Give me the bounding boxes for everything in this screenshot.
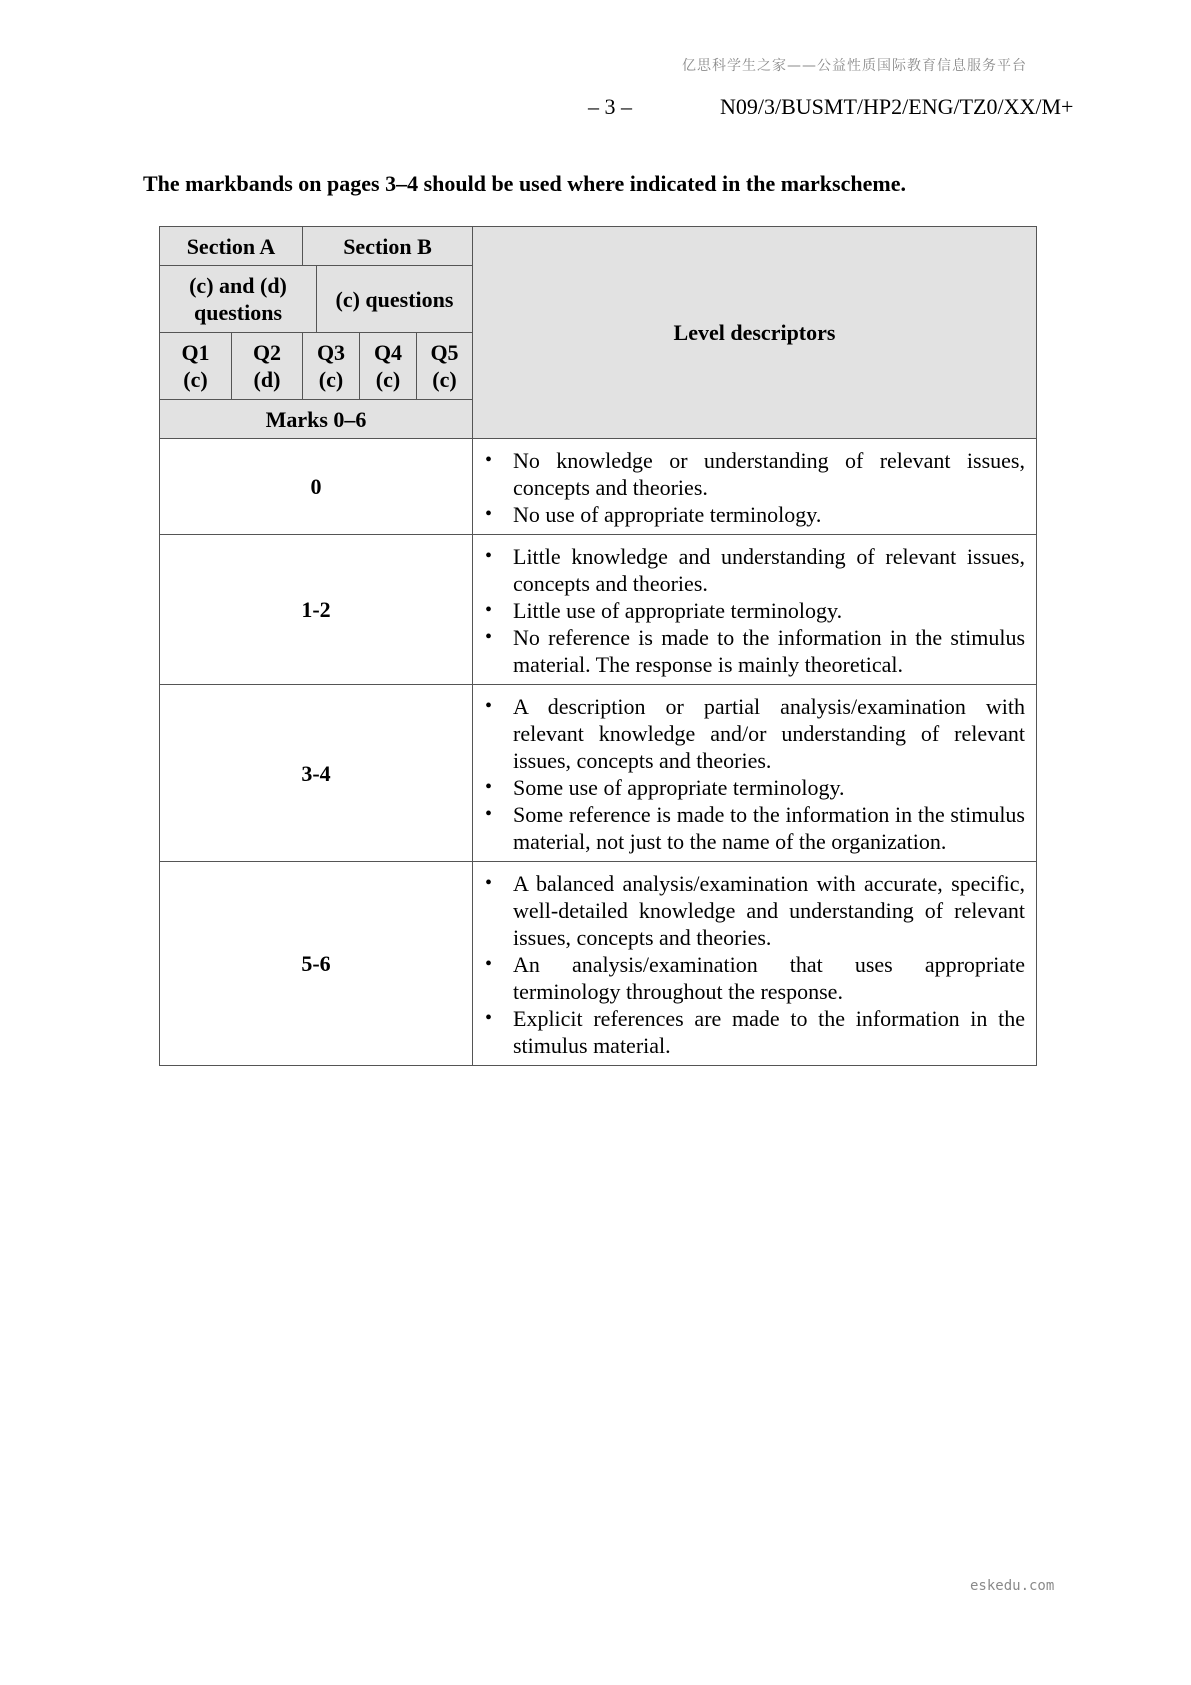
band-descriptors bbox=[473, 862, 1037, 1066]
footer-watermark: eskedu.com bbox=[970, 1578, 1055, 1594]
level-descriptors-header: Level descriptors bbox=[473, 227, 1037, 439]
question-q4: Q4 (c) bbox=[360, 333, 417, 400]
descriptor-item: • A balanced analysis/examination with accurate, specific, well-detailed knowledge and understanding of relevant issues, concepts and theories. bbox=[485, 870, 1025, 951]
band-marks: 5-6 bbox=[160, 862, 473, 1066]
descriptor-item: • An analysis/examination that uses appropriate terminology throughout the response. bbox=[485, 951, 1025, 1005]
band-row-1-2 bbox=[160, 535, 1037, 685]
descriptor-item: • Some reference is made to the information in the stimulus material, not just to the name of the organization. bbox=[485, 801, 1025, 855]
question-q2: Q2 (d) bbox=[232, 333, 303, 400]
descriptor-item: • Some use of appropriate terminology. bbox=[485, 774, 1025, 801]
descriptor-item: • Little use of appropriate terminology. bbox=[485, 597, 1025, 624]
question-q5: Q5 (c) bbox=[417, 333, 473, 400]
watermark: 亿思科学生之家——公益性质国际教育信息服务平台 bbox=[682, 58, 1027, 74]
section-a-header: Section A bbox=[160, 227, 303, 266]
descriptor-item: • No knowledge or understanding of relevant issues, concepts and theories. bbox=[485, 447, 1025, 501]
band-descriptors bbox=[473, 439, 1037, 535]
question-q1: Q1 (c) bbox=[160, 333, 232, 400]
document-code: N09/3/BUSMT/HP2/ENG/TZ0/XX/M+ bbox=[720, 94, 1074, 119]
descriptor-item: • Explicit references are made to the information in the stimulus material. bbox=[485, 1005, 1025, 1059]
marks-range-header: Marks 0–6 bbox=[160, 400, 473, 439]
band-marks: 0 bbox=[160, 439, 473, 535]
band-row-5-6 bbox=[160, 862, 1037, 1066]
band-marks: 3-4 bbox=[160, 685, 473, 862]
descriptor-item: • No use of appropriate terminology. bbox=[485, 501, 1025, 528]
band-marks: 1-2 bbox=[160, 535, 473, 685]
section-b-header: Section B bbox=[303, 227, 473, 266]
band-row-3-4 bbox=[160, 685, 1037, 862]
section-a-questions: (c) and (d) questions bbox=[160, 266, 317, 333]
descriptor-item: • Little knowledge and understanding of relevant issues, concepts and theories. bbox=[485, 543, 1025, 597]
section-b-questions: (c) questions bbox=[317, 266, 473, 333]
band-descriptors bbox=[473, 535, 1037, 685]
markband-table bbox=[159, 226, 1037, 1066]
intro-text: The markbands on pages 3–4 should be used where indicated in the markscheme. bbox=[143, 171, 906, 196]
band-row-0 bbox=[160, 439, 1037, 535]
descriptor-item: • A description or partial analysis/examination with relevant knowledge and/or understanding of relevant issues, concepts and theories. bbox=[485, 693, 1025, 774]
band-descriptors bbox=[473, 685, 1037, 862]
descriptor-item: • No reference is made to the information in the stimulus material. The response is mainly theoretical. bbox=[485, 624, 1025, 678]
question-q3: Q3 (c) bbox=[303, 333, 360, 400]
page-number: – 3 – bbox=[588, 94, 632, 119]
